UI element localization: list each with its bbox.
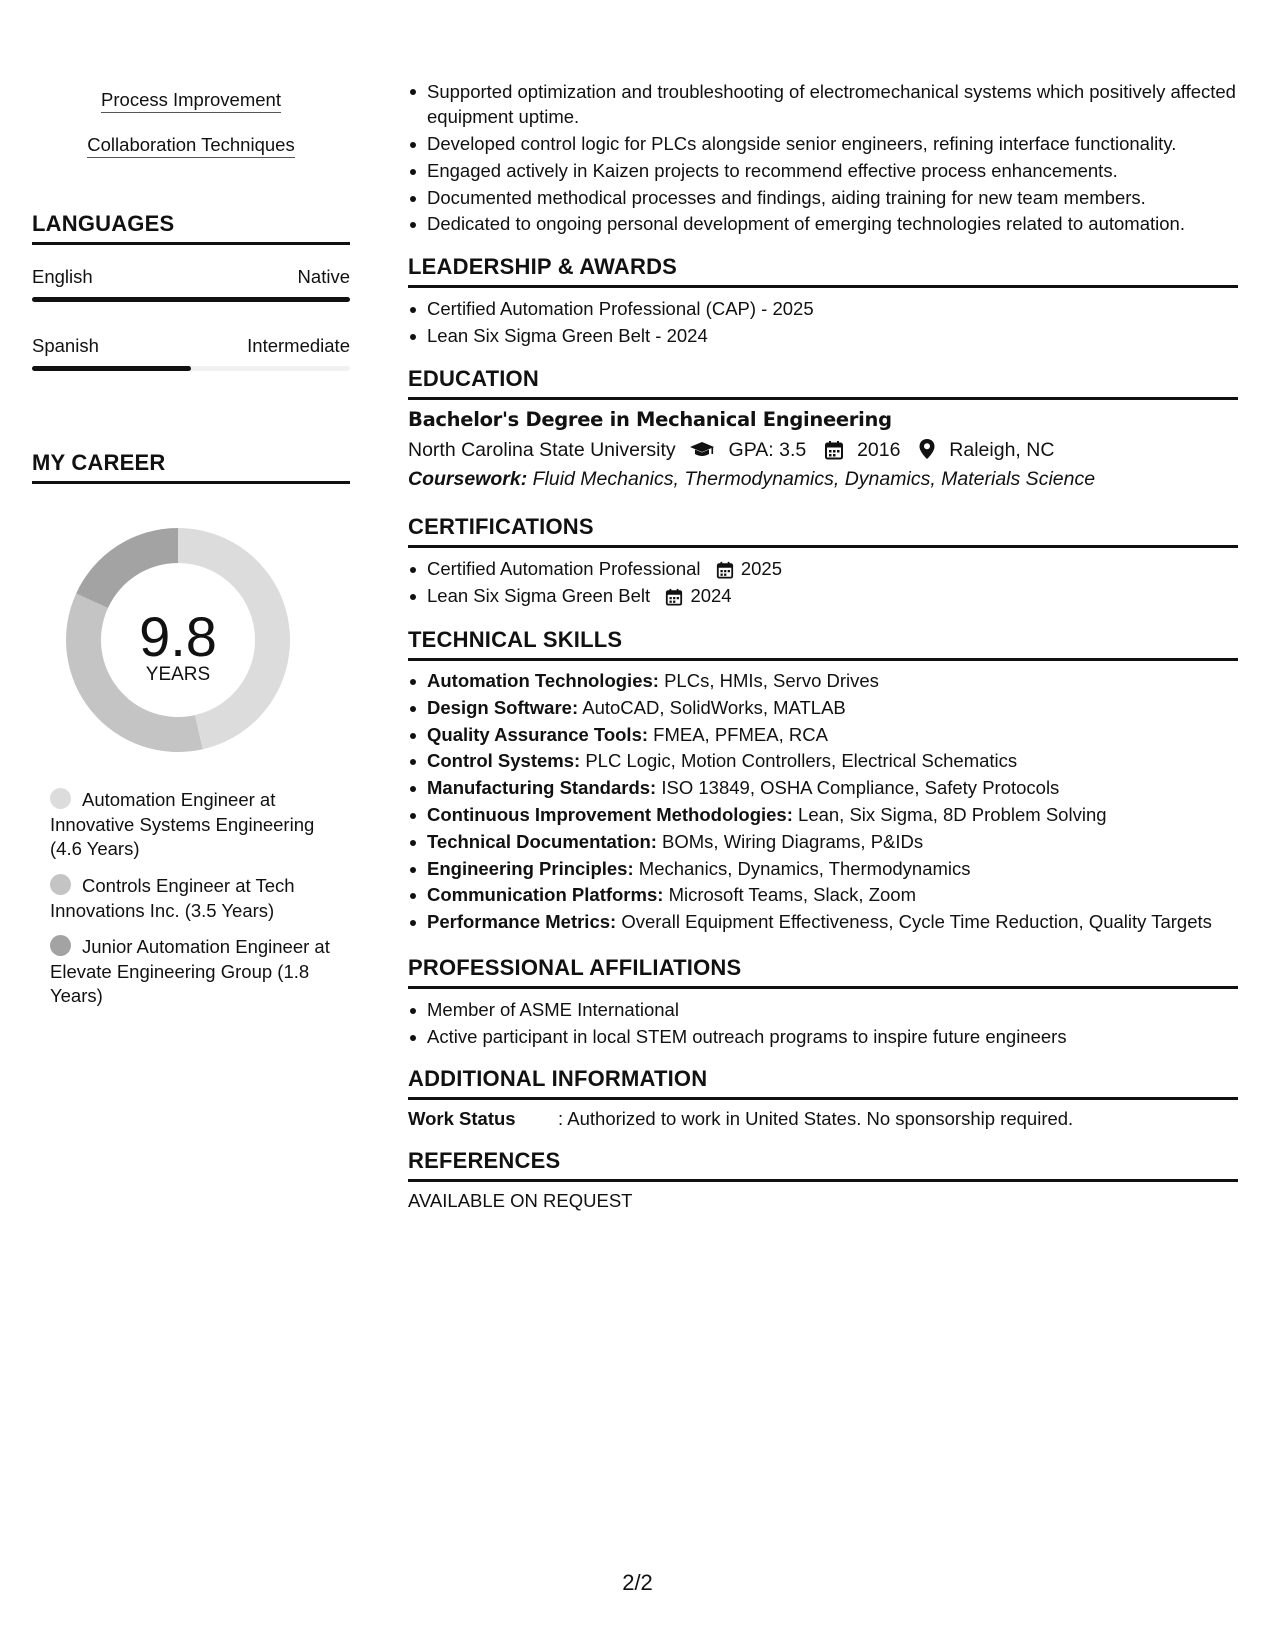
- list-item: Certified Automation Professional (CAP) - 2025: [408, 296, 1238, 323]
- career-donut-chart: [66, 528, 290, 752]
- list-item: [408, 695, 1238, 722]
- list-item: [408, 856, 1238, 883]
- skill-value: ISO 13849, OSHA Compliance, Safety Protocols: [661, 777, 1060, 799]
- degree-title: Bachelor's Degree in Mechanical Engineering: [408, 408, 892, 431]
- language-proficiency-fill: [32, 297, 350, 302]
- skill-value: Microsoft Teams, Slack, Zoom: [668, 884, 916, 906]
- language-proficiency-bar: [32, 297, 350, 302]
- certifications-list: [408, 556, 1238, 610]
- language-name: English: [32, 266, 93, 287]
- location-pin-icon: [918, 438, 936, 460]
- career-heading: MY CAREER: [32, 450, 350, 484]
- legend-dot-icon: [50, 935, 71, 956]
- graduation-cap-icon: [689, 440, 715, 460]
- legend-dot-icon: [50, 788, 71, 809]
- skill-tag: Process Improvement: [32, 88, 350, 112]
- language-row: [32, 266, 350, 288]
- skill-value: Overall Equipment Effectiveness, Cycle Time Reduction, Quality Targets: [621, 911, 1212, 933]
- education-details: [408, 438, 1238, 462]
- affiliations-list: [408, 997, 1238, 1051]
- skill-label: Technical Documentation:: [427, 830, 657, 852]
- language-level: Intermediate: [247, 335, 350, 356]
- list-item: Documented methodical processes and findings, aiding training for new team members.: [408, 185, 1238, 212]
- work-status-value: : Authorized to work in United States. No sponsorship required.: [558, 1108, 1074, 1129]
- skill-label: Automation Technologies:: [427, 670, 659, 691]
- language-proficiency-bar: [32, 366, 350, 371]
- school-name: North Carolina State University: [408, 439, 676, 461]
- leadership-heading: LEADERSHIP & AWARDS: [408, 254, 1238, 288]
- references-text: AVAILABLE ON REQUEST: [408, 1190, 633, 1211]
- additional-info-heading: ADDITIONAL INFORMATION: [408, 1066, 1238, 1100]
- calendar-icon: [824, 440, 844, 460]
- career-legend-text: Automation Engineer at Innovative Systems Engineering (4.6 Years): [50, 789, 315, 859]
- list-item: [408, 748, 1238, 775]
- skill-tag: Collaboration Techniques: [32, 133, 350, 157]
- work-status-row: [408, 1108, 1238, 1130]
- skill-value: Lean, Six Sigma, 8D Problem Solving: [798, 803, 1107, 825]
- affiliations-heading: PROFESSIONAL AFFILIATIONS: [408, 955, 1238, 989]
- certification-year: 2025: [740, 558, 782, 579]
- skill-value: BOMs, Wiring Diagrams, P&IDs: [662, 830, 924, 852]
- main-content: [408, 0, 1238, 1650]
- language-level: Native: [297, 266, 350, 287]
- list-item: [408, 668, 1238, 695]
- calendar-icon: [716, 561, 734, 579]
- list-item: Member of ASME International: [408, 997, 1238, 1024]
- list-item: [408, 829, 1238, 856]
- career-legend-item: [50, 935, 340, 1009]
- legend-dot-icon: [50, 874, 71, 895]
- list-item: [408, 909, 1238, 936]
- experience-bullet-list: [408, 79, 1238, 238]
- language-name: Spanish: [32, 335, 99, 356]
- list-item: Supported optimization and troubleshooting of electromechanical systems which positively affected equipment uptime.: [408, 79, 1238, 129]
- skill-value: FMEA, PFMEA, RCA: [653, 723, 828, 745]
- coursework-label: Coursework:: [408, 468, 528, 490]
- gpa: GPA: 3.5: [728, 439, 807, 461]
- list-item: [408, 722, 1238, 749]
- list-item: Active participant in local STEM outreach programs to inspire future engineers: [408, 1024, 1238, 1051]
- certification-name: Certified Automation Professional: [427, 558, 701, 579]
- list-item: [408, 556, 1238, 583]
- calendar-icon: [665, 588, 683, 606]
- technical-skills-list: [408, 668, 1238, 936]
- technical-skills-heading: TECHNICAL SKILLS: [408, 627, 1238, 661]
- language-row: [32, 335, 350, 357]
- leadership-list: [408, 296, 1238, 350]
- language-proficiency-fill: [32, 366, 191, 371]
- certifications-heading: CERTIFICATIONS: [408, 514, 1238, 548]
- skill-value: AutoCAD, SolidWorks, MATLAB: [582, 696, 846, 718]
- skill-label: Engineering Principles:: [427, 857, 634, 879]
- skill-label: Performance Metrics:: [427, 911, 617, 933]
- skill-label: Design Software:: [427, 696, 579, 718]
- languages-heading: LANGUAGES: [32, 211, 350, 245]
- page-number: 2/2: [622, 1570, 653, 1595]
- graduation-year: 2016: [857, 439, 901, 461]
- list-item: [408, 583, 1238, 610]
- list-item: [408, 802, 1238, 829]
- donut-segment-3: [76, 528, 178, 608]
- education-heading: EDUCATION: [408, 366, 1238, 400]
- skill-value: Mechanics, Dynamics, Thermodynamics: [638, 857, 971, 879]
- skill-label: Control Systems:: [427, 750, 581, 772]
- list-item: Developed control logic for PLCs alongside senior engineers, refining interface functionality.: [408, 131, 1238, 158]
- work-status-label: Work Status: [408, 1108, 516, 1129]
- certification-name: Lean Six Sigma Green Belt: [427, 584, 651, 606]
- skill-label: Communication Platforms:: [427, 884, 664, 906]
- coursework-value: Fluid Mechanics, Thermodynamics, Dynamics, Materials Science: [532, 468, 1096, 490]
- skill-value: PLCs, HMIs, Servo Drives: [664, 670, 879, 691]
- skill-label: Manufacturing Standards:: [427, 777, 657, 799]
- career-total-value: 9.8: [139, 605, 217, 668]
- career-legend-item: [50, 788, 340, 862]
- career-legend-text: Controls Engineer at Tech Innovations Inc. (3.5 Years): [50, 875, 295, 921]
- list-item: [408, 775, 1238, 802]
- career-legend-text: Junior Automation Engineer at Elevate Engineering Group (1.8 Years): [50, 936, 330, 1006]
- references-heading: REFERENCES: [408, 1148, 1238, 1182]
- career-total-unit: YEARS: [145, 664, 211, 685]
- list-item: [408, 882, 1238, 909]
- list-item: Lean Six Sigma Green Belt - 2024: [408, 323, 1238, 350]
- coursework-line: [408, 468, 1238, 491]
- skill-label: Quality Assurance Tools:: [427, 723, 649, 745]
- list-item: Dedicated to ongoing personal development of emerging technologies related to automation.: [408, 211, 1238, 238]
- skill-value: PLC Logic, Motion Controllers, Electrical Schematics: [585, 750, 1018, 772]
- list-item: Engaged actively in Kaizen projects to recommend effective process enhancements.: [408, 158, 1238, 185]
- skill-label: Continuous Improvement Methodologies:: [427, 803, 793, 825]
- left-sidebar: [32, 0, 350, 1650]
- certification-year: 2024: [690, 584, 732, 606]
- education-location: Raleigh, NC: [949, 439, 1055, 461]
- career-legend-item: [50, 874, 340, 923]
